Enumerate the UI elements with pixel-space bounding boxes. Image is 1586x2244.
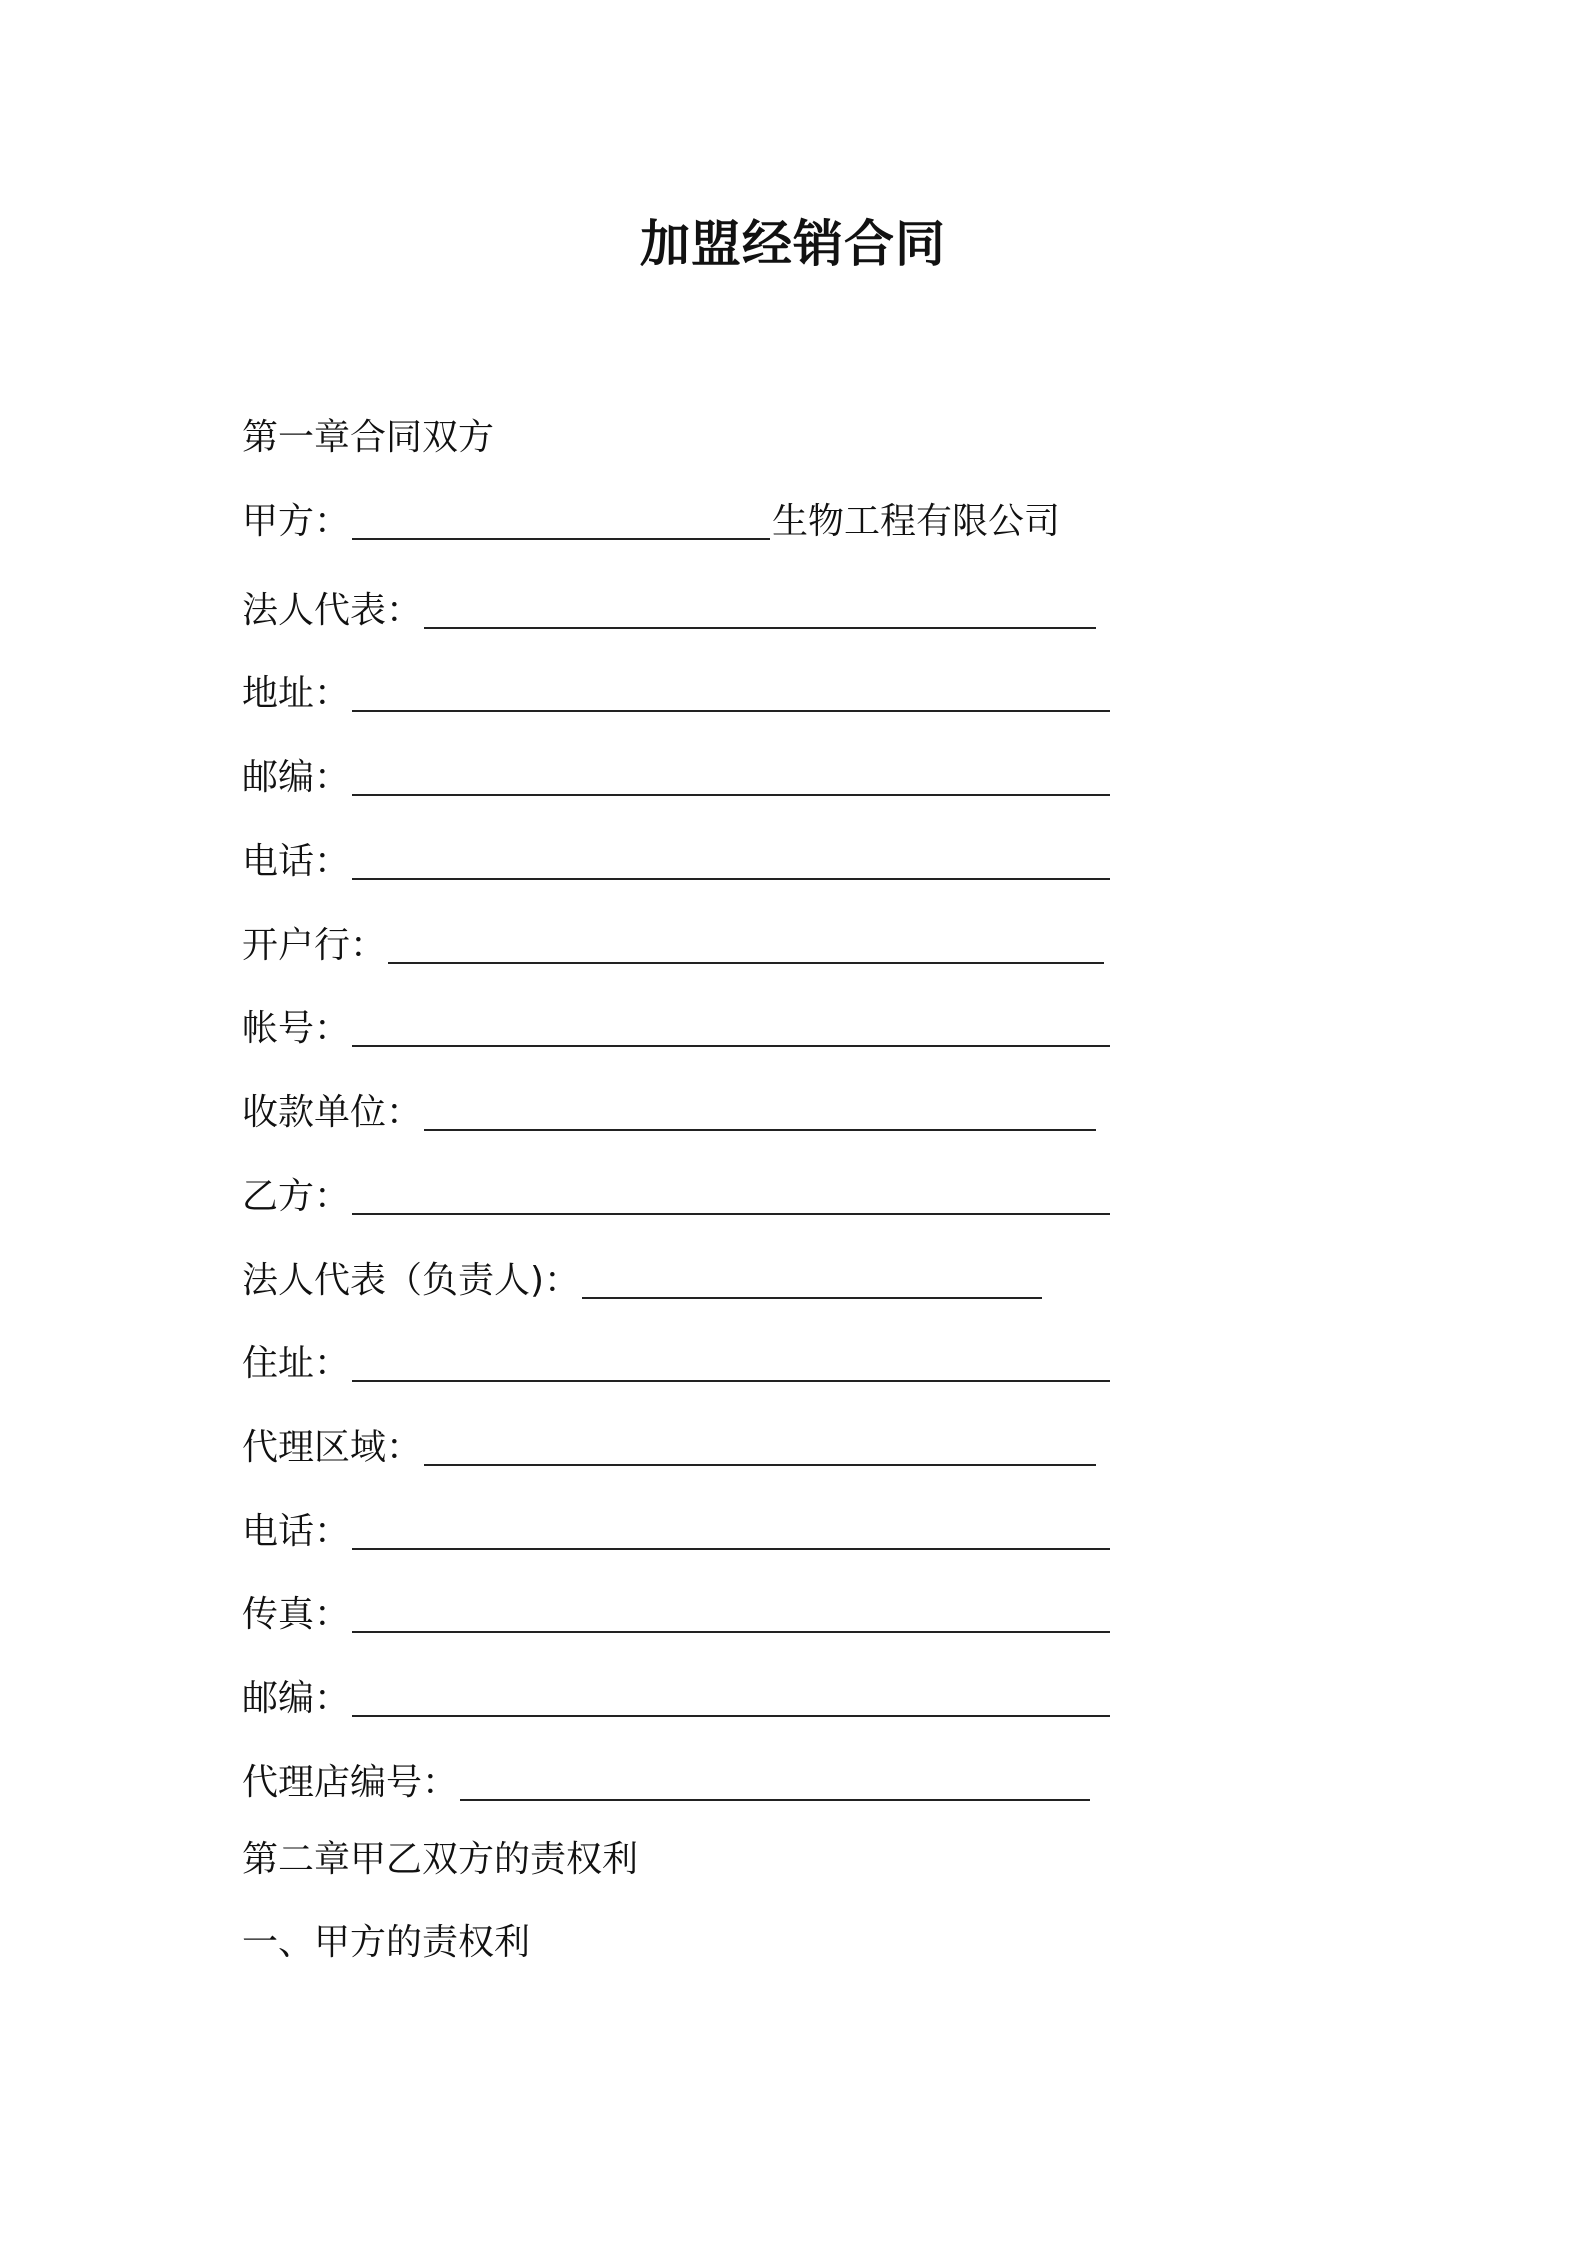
address-field xyxy=(242,666,1110,722)
field-label: 地址： xyxy=(242,673,351,714)
residence-field xyxy=(242,1336,1110,1392)
agency-area-field xyxy=(242,1420,1096,1476)
bank-blank[interactable] xyxy=(388,924,1104,964)
field-label: 收款单位： xyxy=(242,1092,423,1133)
party-a-company-suffix: 生物工程有限公司 xyxy=(772,501,1061,542)
field-label: 法人代表（负责人)： xyxy=(242,1260,581,1301)
field-label: 代理区域： xyxy=(242,1427,423,1468)
field-label: 邮编： xyxy=(242,757,351,798)
fax-field xyxy=(242,1587,1110,1643)
legal-representative-blank[interactable] xyxy=(424,589,1096,629)
bank-field xyxy=(242,918,1104,974)
field-label: 帐号： xyxy=(242,1008,351,1049)
phone-blank[interactable] xyxy=(352,840,1110,880)
field-label: 代理店编号： xyxy=(242,1762,459,1803)
agency-area-blank[interactable] xyxy=(424,1426,1096,1466)
store-number-blank[interactable] xyxy=(460,1761,1090,1801)
party-a-label: 甲方： xyxy=(242,501,351,542)
field-label: 电话： xyxy=(242,841,351,882)
party-b-phone-field xyxy=(242,1504,1110,1560)
address-blank[interactable] xyxy=(352,672,1110,712)
party-a-blank[interactable] xyxy=(352,500,770,540)
party-b-blank[interactable] xyxy=(352,1175,1110,1215)
store-number-field xyxy=(242,1755,1090,1811)
field-label: 邮编： xyxy=(242,1678,351,1719)
document-title: 加盟经销合同 xyxy=(640,215,946,273)
party-b-postcode-field xyxy=(242,1671,1110,1727)
party-b-representative-field xyxy=(242,1253,1042,1309)
party-b-phone-blank[interactable] xyxy=(352,1510,1110,1550)
field-label: 电话： xyxy=(242,1511,351,1552)
party-b-postcode-blank[interactable] xyxy=(352,1677,1110,1717)
field-label: 开户行： xyxy=(242,925,387,966)
party-b-field xyxy=(242,1169,1110,1225)
party-b-representative-blank[interactable] xyxy=(582,1259,1042,1299)
field-label: 住址： xyxy=(242,1343,351,1384)
section-1-heading: 一、甲方的责权利 xyxy=(242,1922,531,1963)
payee-field xyxy=(242,1085,1096,1141)
party-a-field xyxy=(242,494,1060,550)
phone-field xyxy=(242,834,1110,890)
legal-representative-field xyxy=(242,583,1096,639)
fax-blank[interactable] xyxy=(352,1593,1110,1633)
chapter-1-heading: 第一章合同双方 xyxy=(242,417,495,458)
field-label: 法人代表： xyxy=(242,590,423,631)
field-label: 传真： xyxy=(242,1594,351,1635)
chapter-2-heading: 第二章甲乙双方的责权利 xyxy=(242,1839,639,1880)
residence-blank[interactable] xyxy=(352,1342,1110,1382)
postcode-field xyxy=(242,750,1110,806)
account-blank[interactable] xyxy=(352,1007,1110,1047)
account-field xyxy=(242,1001,1110,1057)
postcode-blank[interactable] xyxy=(352,756,1110,796)
payee-blank[interactable] xyxy=(424,1091,1096,1131)
field-label: 乙方： xyxy=(242,1176,351,1217)
